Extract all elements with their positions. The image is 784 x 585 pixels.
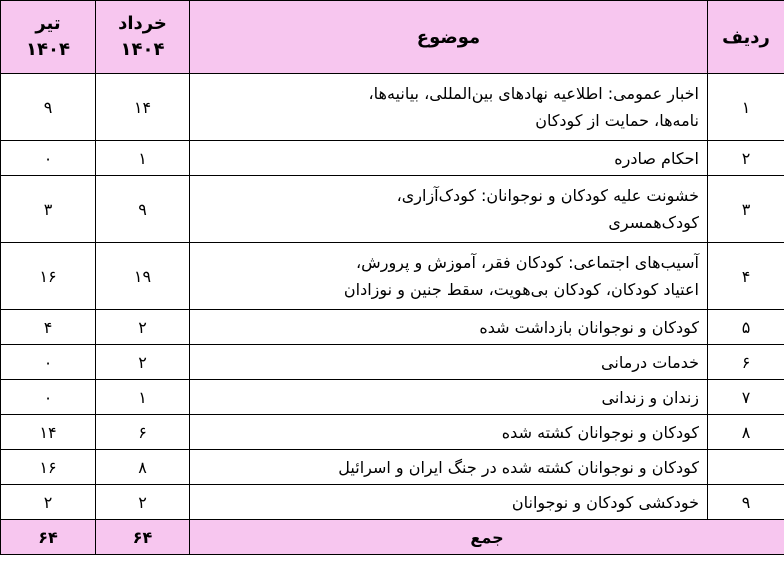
row-tir-count: ۴ — [1, 310, 96, 345]
row-tir-count: ۰ — [1, 380, 96, 415]
row-khordad-count: ۱۹ — [96, 243, 190, 310]
table-row — [1, 450, 784, 485]
row-topic-line: اخبار عمومی: اطلاعیه نهادهای بین‌المللی، بیانیه‌ها، — [368, 84, 699, 103]
row-number: ۹ — [708, 485, 784, 520]
row-topic — [190, 380, 708, 415]
row-topic — [190, 345, 708, 380]
row-topic-line: خودکشی کودکان و نوجوانان — [511, 492, 699, 512]
header-tir-month: تیر — [35, 13, 61, 34]
row-topic — [190, 485, 708, 520]
row-khordad-count: ۲ — [96, 345, 190, 380]
row-topic-line: کودکان و نوجوانان بازداشت شده — [479, 317, 699, 337]
header-khordad-year: ۱۴۰۴ — [120, 39, 165, 60]
row-number: ۸ — [708, 415, 784, 450]
header-row — [1, 1, 784, 74]
row-number: ۱ — [708, 74, 784, 141]
row-topic — [190, 310, 708, 345]
header-topic: موضوع — [190, 1, 708, 74]
header-tir — [1, 1, 96, 74]
table-row — [1, 345, 784, 380]
table-row — [1, 310, 784, 345]
row-number: ۶ — [708, 345, 784, 380]
table-row — [1, 141, 784, 176]
row-khordad-count: ۱۴ — [96, 74, 190, 141]
total-khordad: ۶۴ — [96, 520, 190, 555]
row-number — [708, 450, 784, 485]
row-tir-count: ۰ — [1, 345, 96, 380]
row-khordad-count: ۱ — [96, 141, 190, 176]
row-number: ۷ — [708, 380, 784, 415]
row-topic-line: خدمات درمانی — [601, 352, 699, 372]
row-topic-line: خشونت علیه کودکان و نوجوانان: کودک‌آزاری، — [396, 186, 699, 205]
row-tir-count: ۱۴ — [1, 415, 96, 450]
row-topic — [190, 176, 708, 243]
row-number: ۵ — [708, 310, 784, 345]
row-khordad-count: ۲ — [96, 485, 190, 520]
row-topic-line: نامه‌ها، حمایت از کودکان — [535, 111, 699, 130]
row-tir-count: ۱۶ — [1, 243, 96, 310]
row-number: ۲ — [708, 141, 784, 176]
row-topic-line: کودک‌همسری — [608, 213, 699, 232]
row-topic-line: اعتیاد کودکان، کودکان بی‌هویت، سقط جنین و نوزادان — [343, 280, 699, 299]
header-khordad-month: خرداد — [118, 13, 167, 34]
row-number: ۴ — [708, 243, 784, 310]
row-topic — [190, 415, 708, 450]
row-khordad-count: ۸ — [96, 450, 190, 485]
header-khordad — [96, 1, 190, 74]
row-topic-line: احکام صادره — [614, 148, 699, 168]
table-row — [1, 380, 784, 415]
row-topic-line: آسیب‌های اجتماعی: کودکان فقر، آموزش و پرورش، — [356, 253, 699, 272]
row-tir-count: ۱۶ — [1, 450, 96, 485]
row-tir-count: ۹ — [1, 74, 96, 141]
row-khordad-count: ۱ — [96, 380, 190, 415]
row-tir-count: ۳ — [1, 176, 96, 243]
total-row — [1, 520, 784, 555]
header-row-no: ردیف — [708, 1, 784, 74]
row-tir-count: ۲ — [1, 485, 96, 520]
row-topic-line: کودکان و نوجوانان کشته شده در جنگ ایران و اسرائیل — [338, 457, 699, 477]
row-khordad-count: ۲ — [96, 310, 190, 345]
row-khordad-count: ۹ — [96, 176, 190, 243]
total-label: جمع — [190, 520, 784, 555]
table-row — [1, 485, 784, 520]
table-row — [1, 74, 784, 141]
table-row — [1, 243, 784, 310]
row-topic-line: کودکان و نوجوانان کشته شده — [501, 422, 699, 442]
table-row — [1, 176, 784, 243]
row-tir-count: ۰ — [1, 141, 96, 176]
row-topic — [190, 450, 708, 485]
row-topic — [190, 243, 708, 310]
total-tir: ۶۴ — [1, 520, 96, 555]
header-tir-year: ۱۴۰۴ — [26, 39, 70, 60]
row-topic-line: زندان و زندانی — [601, 387, 699, 407]
row-number: ۳ — [708, 176, 784, 243]
row-topic — [190, 74, 708, 141]
table-row — [1, 415, 784, 450]
row-khordad-count: ۶ — [96, 415, 190, 450]
row-topic — [190, 141, 708, 176]
